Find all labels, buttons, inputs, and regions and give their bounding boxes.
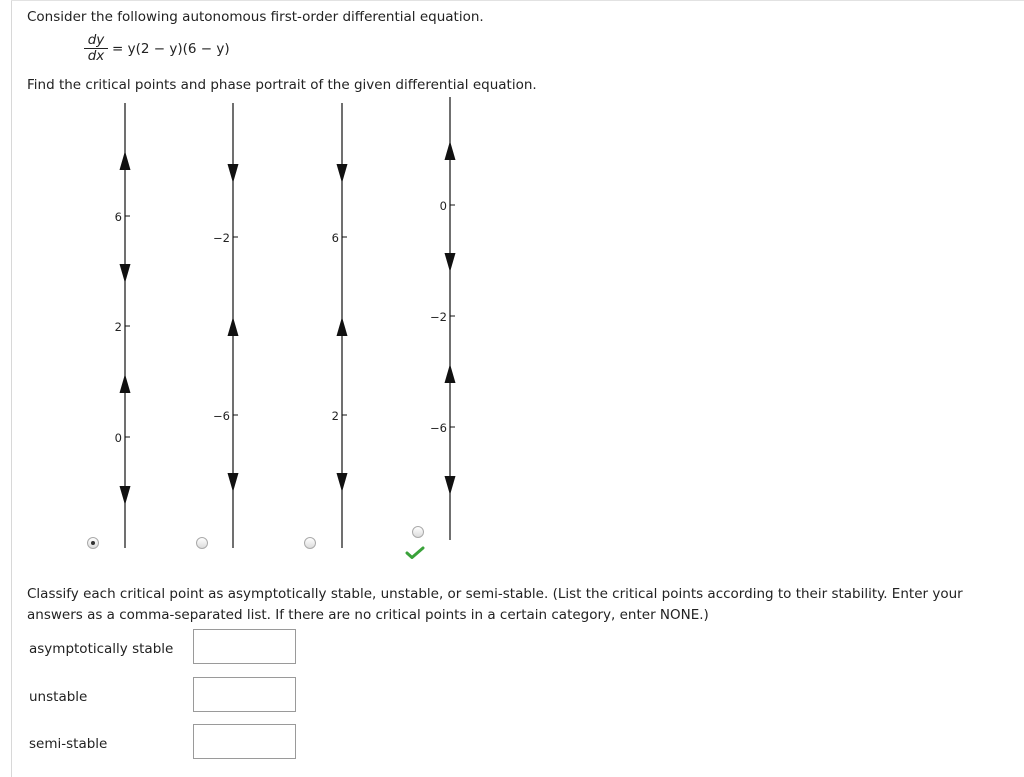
asymptotically-stable-label: asymptotically stable <box>29 641 174 657</box>
intro-text: Consider the following autonomous first-order differential equation. <box>27 9 484 25</box>
arrow-up-icon <box>445 141 456 160</box>
asymptotically-stable-input[interactable] <box>193 629 296 664</box>
fraction-numerator: dy <box>84 34 108 49</box>
tick-label: 0 <box>114 431 122 445</box>
classify-instruction-line-1: Classify each critical point as asymptotically stable, unstable, or semi-stable. (List the critical points according to their stability. Enter your <box>27 586 963 602</box>
phase-line-option-b <box>213 103 238 548</box>
phase-line-option-a <box>115 103 131 548</box>
phase-line-option-d <box>430 97 455 540</box>
tick-label: 6 <box>114 210 122 224</box>
arrow-up-icon <box>120 151 131 170</box>
arrow-down-icon <box>228 164 239 183</box>
correct-check-icon <box>405 546 425 560</box>
tick-label: 6 <box>331 231 339 245</box>
phase-line-option-c <box>332 103 348 548</box>
unstable-label: unstable <box>29 689 88 705</box>
arrow-down-icon <box>120 264 131 283</box>
option-c-radio[interactable] <box>304 537 316 549</box>
unstable-input[interactable] <box>193 677 296 712</box>
option-b-radio[interactable] <box>196 537 208 549</box>
arrow-up-icon <box>228 317 239 336</box>
option-a-radio[interactable] <box>87 537 99 549</box>
instruction-text: Find the critical points and phase portrait of the given differential equation. <box>27 77 537 93</box>
tick-label: −6 <box>213 409 230 423</box>
tick-label: −2 <box>430 310 447 324</box>
semi-stable-label: semi-stable <box>29 736 108 752</box>
option-d-radio[interactable] <box>412 526 424 538</box>
arrow-up-icon <box>120 374 131 393</box>
tick-label: 2 <box>331 409 339 423</box>
semi-stable-input[interactable] <box>193 724 296 759</box>
tick-label: 2 <box>114 320 122 334</box>
tick-label: 0 <box>439 199 447 213</box>
equation-rhs: = y(2 − y)(6 − y) <box>112 41 230 57</box>
arrow-down-icon <box>120 486 131 505</box>
tick-label: −6 <box>430 421 447 435</box>
arrow-down-icon <box>445 476 456 495</box>
arrow-down-icon <box>445 253 456 272</box>
classify-instruction-line-2: answers as a comma-separated list. If there are no critical points in a certain category, enter NONE.) <box>27 607 709 623</box>
arrow-down-icon <box>337 164 348 183</box>
arrow-down-icon <box>228 473 239 492</box>
tick-label: −2 <box>213 231 230 245</box>
fraction-denominator: dx <box>87 48 105 64</box>
arrow-down-icon <box>337 473 348 492</box>
arrow-up-icon <box>337 317 348 336</box>
arrow-up-icon <box>445 364 456 383</box>
